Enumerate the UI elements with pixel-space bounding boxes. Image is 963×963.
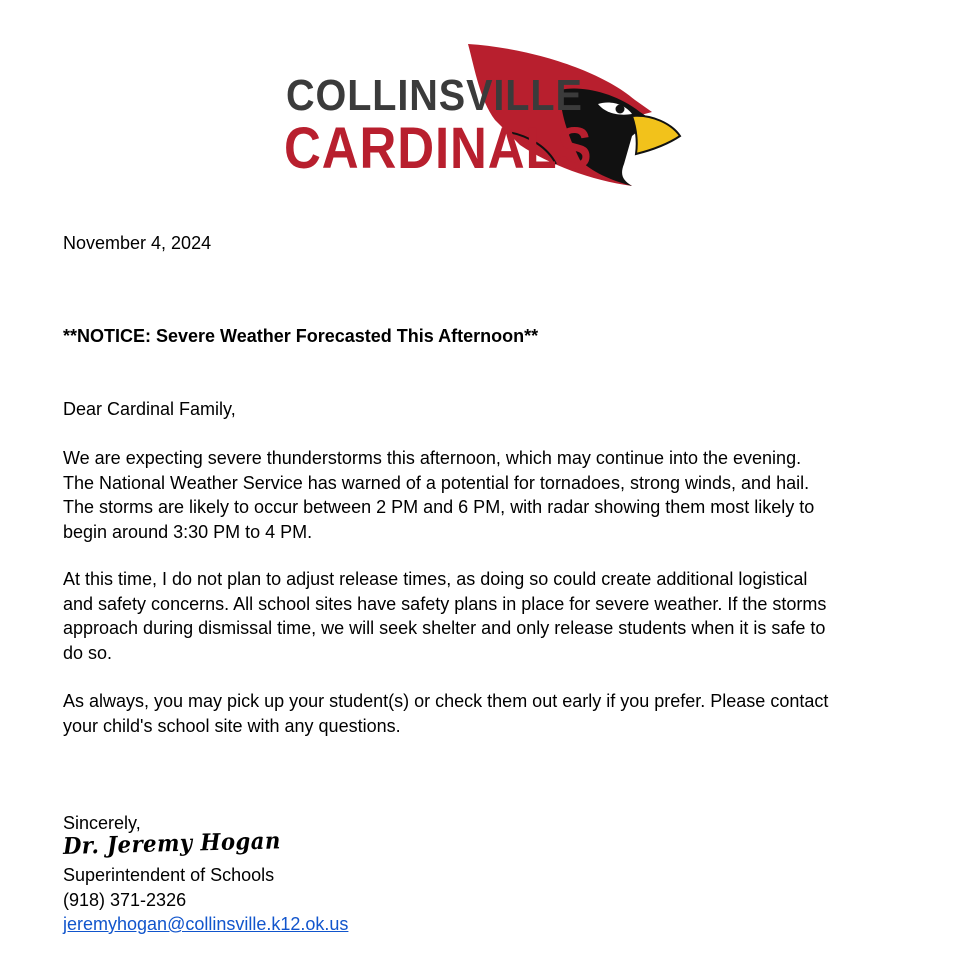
body-paragraph-2 — [63, 567, 923, 665]
school-logo — [280, 40, 690, 190]
signer-title: Superintendent of Schools — [63, 865, 275, 885]
paragraph-line: do so. — [63, 642, 113, 663]
notice-heading: **NOTICE: Severe Weather Forecasted This Afternoon** — [63, 326, 539, 346]
paragraph-line: begin around 3:30 PM to 4 PM. — [63, 521, 313, 542]
paragraph-line: The storms are likely to occur between 2 PM and 6 PM, with radar showing them most likely to — [63, 497, 815, 517]
paragraph-line: approach during dismissal time, we will seek shelter and only release students when it is safe to — [63, 618, 826, 638]
paragraph-line: your child's school site with any questions. — [63, 715, 401, 736]
signer-phone: (918) 371-2326 — [63, 889, 187, 910]
signer-email-link[interactable]: jeremyhogan@collinsville.k12.ok.us — [63, 914, 349, 934]
logo-line-collinsville: COLLINSVILLE — [286, 71, 583, 120]
letter-date: November 4, 2024 — [63, 233, 212, 253]
greeting: Dear Cardinal Family, — [63, 399, 236, 419]
paragraph-line: We are expecting severe thunderstorms this afternoon, which may continue into the evening. — [63, 448, 802, 468]
signature: Dr. Jeremy Hogan — [62, 827, 282, 860]
body-paragraph-1 — [63, 446, 923, 544]
paragraph-line: The National Weather Service has warned of a potential for tornadoes, strong winds, and hail. — [63, 472, 810, 493]
body-paragraph-3 — [63, 689, 923, 738]
paragraph-line: and safety concerns. All school sites have safety plans in place for severe weather. If the storms — [63, 593, 827, 614]
closing: Sincerely, — [63, 813, 141, 833]
paragraph-line: At this time, I do not plan to adjust release times, as doing so could create additional logistical — [63, 569, 808, 589]
logo-line-cardinals: CARDINALS — [284, 116, 593, 181]
signature-block — [63, 863, 348, 937]
paragraph-line: As always, you may pick up your student(s) or check them out early if you prefer. Please contact — [63, 691, 829, 711]
